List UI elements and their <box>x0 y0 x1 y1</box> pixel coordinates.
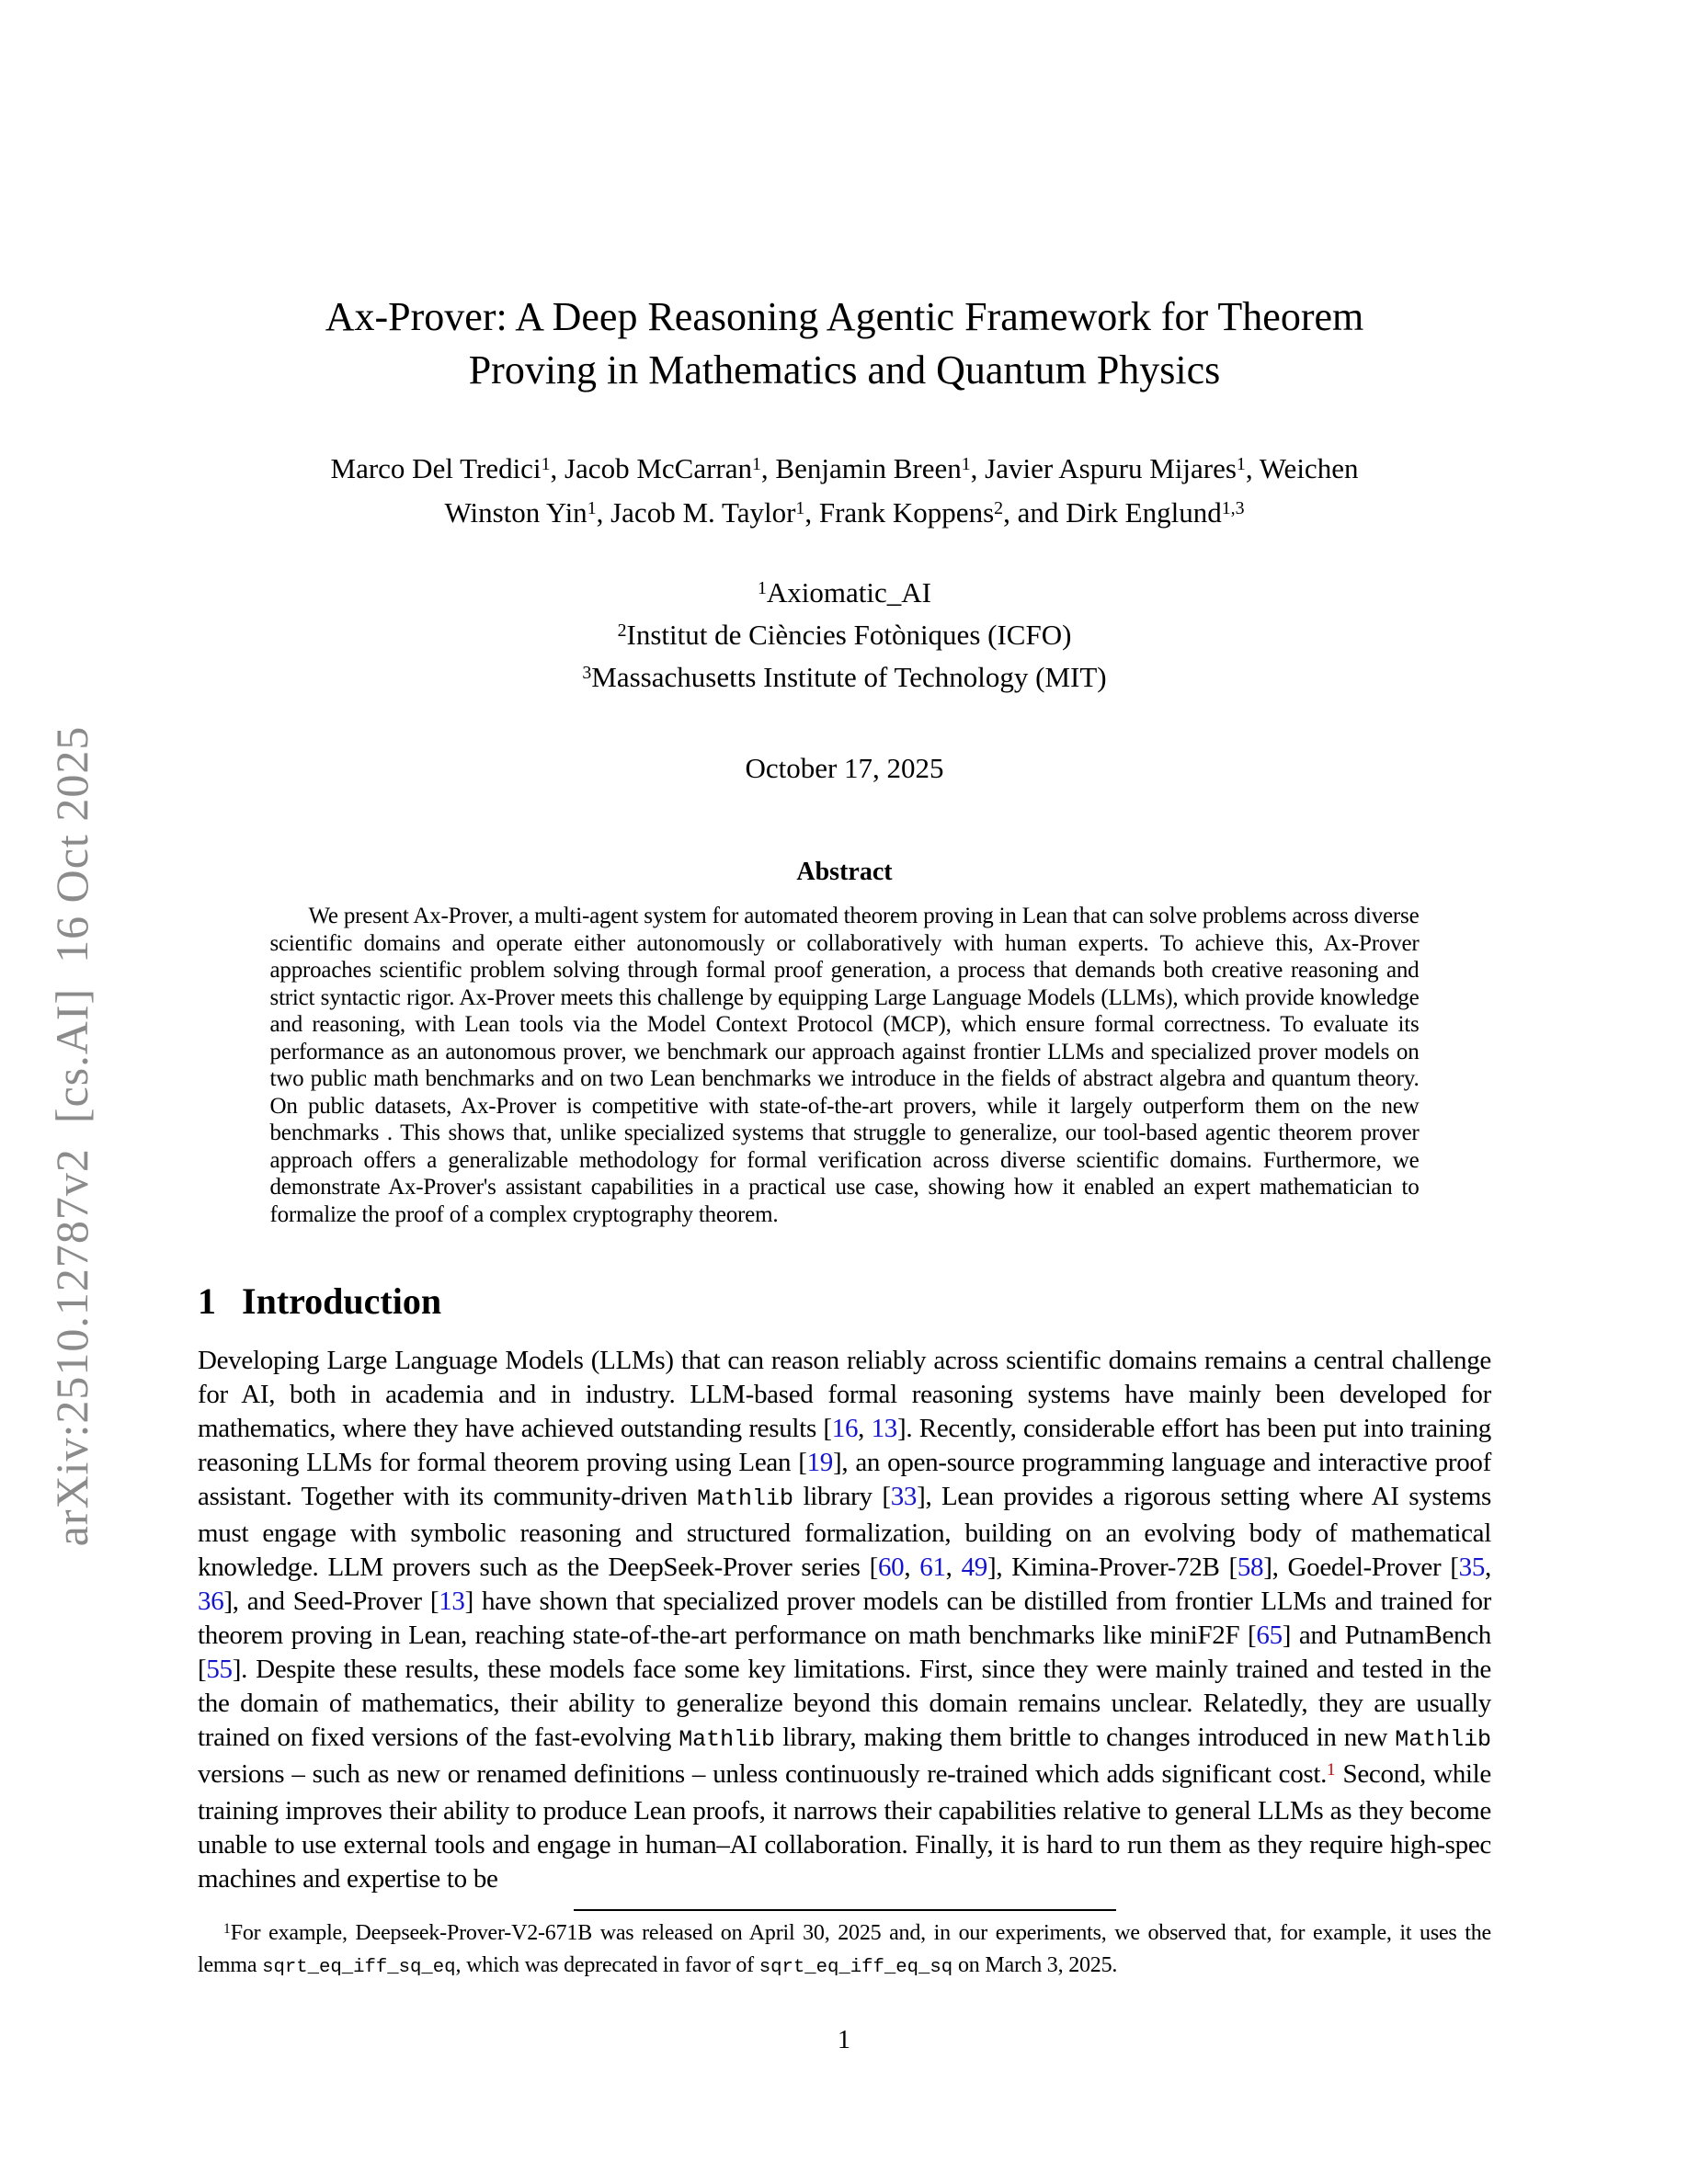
citation-link[interactable]: 35 <box>1458 1553 1486 1582</box>
author-line-1 <box>198 449 1491 493</box>
text-segment: , <box>1485 1553 1491 1582</box>
text-segment: , Benjamin Breen <box>760 452 962 484</box>
text-segment: library [ <box>793 1482 891 1511</box>
citation-link[interactable]: 61 <box>919 1553 946 1582</box>
text-segment: ], and Seed-Prover [ <box>223 1587 439 1616</box>
citation-link[interactable]: 36 <box>198 1587 224 1616</box>
citation-link[interactable]: 33 <box>890 1482 918 1511</box>
text-segment: Winston Yin <box>444 496 587 529</box>
section-title: Introduction <box>242 1280 442 1322</box>
footnote-marker: 1 <box>1327 1759 1336 1780</box>
text-segment: versions – such as new or renamed definitions – unless continuously re-trained which adds significant cost. <box>198 1759 1328 1789</box>
superscript: 2 <box>994 498 1004 519</box>
superscript: 1 <box>751 454 761 475</box>
citation-link[interactable]: 49 <box>961 1553 987 1582</box>
affiliation-icfo <box>198 616 1491 658</box>
text-segment: , Frank Koppens <box>804 496 995 529</box>
text-segment: ], Goedel-Prover [ <box>1263 1553 1459 1582</box>
code-inline: Mathlib <box>679 1727 775 1753</box>
citation-link[interactable]: 19 <box>806 1448 833 1477</box>
text-segment: Marco Del Tredici <box>330 452 542 484</box>
code-inline: Mathlib <box>1395 1727 1492 1753</box>
affiliation-axiomatic-ai <box>198 574 1491 616</box>
text-segment: For example, Deepseek-Prover-V2-671B was released on April 30, 2025 and, in our experiments, we observed that, for example, it uses the lemma <box>198 1921 1491 1977</box>
text-segment: Developing Large Language Models (LLMs) that can reason reliably across scientific domains remains a central challenge for AI, both in academia and in industry. LLM-based formal reasoning systems have mainly been developed for mathematics, where they have achieved outstanding results [ <box>198 1346 1491 1443</box>
text-segment: on March 3, 2025. <box>952 1953 1118 1977</box>
superscript: 1 <box>758 578 767 599</box>
abstract-section <box>270 857 1420 1228</box>
affiliations <box>198 574 1491 700</box>
paper-title <box>198 290 1491 397</box>
text-segment: , and Dirk Englund <box>1003 496 1222 529</box>
citation-link[interactable]: 13 <box>439 1587 465 1616</box>
code-inline: sqrt_eq_iff_eq_sq <box>758 1957 953 1978</box>
text-segment: , Javier Aspuru Mijares <box>970 452 1237 484</box>
text-segment: Second, while training improves their ability to produce Lean proofs, it narrows their capabilities relative to general LLMs as they become unable to use external tools and engage in human–AI collaboration. Finally, it is hard to run them as they require high-spec machines and expertise to be <box>198 1759 1492 1894</box>
footnote-1 <box>198 1918 1491 1983</box>
paper-title-line-1: Ax-Prover: A Deep Reasoning Agentic Framework for Theorem <box>325 294 1364 339</box>
code-inline: Mathlib <box>697 1486 793 1512</box>
text-segment: ], Lean provides a rigorous setting where AI systems must engage with symbolic reasoning and structured formalization, building on an evolving body of mathematical knowledge. LLM provers such as the DeepSeek-Prover series [ <box>198 1482 1491 1582</box>
citation-link[interactable]: 55 <box>206 1655 233 1684</box>
section-number: 1 <box>198 1280 216 1322</box>
text-segment: ] have shown that specialized prover models can be distilled from frontier LLMs and trained for theorem proving in Lean, reaching state-of-the-art performance on math benchmarks like miniF2F [ <box>198 1587 1492 1650</box>
citation-link[interactable]: 60 <box>877 1553 905 1582</box>
superscript: 1 <box>1236 454 1246 475</box>
superscript: 1 <box>541 454 551 475</box>
text-segment: Massachusetts Institute of Technology (MIT) <box>591 661 1107 693</box>
text-segment: , which was deprecated in favor of <box>455 1953 759 1977</box>
text-segment: , Jacob McCarran <box>550 452 752 484</box>
text-segment: library, making them brittle to changes introduced in new <box>774 1723 1396 1752</box>
section-heading-introduction <box>198 1280 1491 1324</box>
text-segment: ]. Recently, considerable effort has been put into training reasoning LLMs for formal theorem proving using Lean [ <box>198 1414 1491 1477</box>
introduction-paragraph <box>198 1344 1491 1896</box>
superscript: 2 <box>617 620 627 642</box>
text-segment: Axiomatic_AI <box>766 576 931 609</box>
paper-date: October 17, 2025 <box>745 752 944 784</box>
citation-link[interactable]: 16 <box>831 1414 859 1443</box>
abstract-text: We present Ax-Prover, a multi-agent system for automated theorem proving in Lean that can solve problems across diverse scientific domains and operate either autonomously or collaboratively with human experts. To achieve this, Ax-Prover approaches scientific problem solving through formal proof generation, a process that demands both creative reasoning and strict syntactic rigor. Ax-Prover meets this challenge by equipping Large Language Models (LLMs), which provide knowledge and reasoning, with Lean tools via the Model Context Protocol (MCP), which ensure formal correctness. To evaluate its performance as an autonomous prover, we benchmark our approach against frontier LLMs and specialized prover models on two public math benchmarks and on two Lean benchmarks we introduce in the fields of abstract algebra and quantum theory. On public datasets, Ax-Prover is competitive with state-of-the-art provers, while it largely outperform them on the new benchmarks . This shows that, unlike specialized systems that struggle to generalize, our tool-based agentic theorem prover approach offers a generalizable methodology for formal verification across diverse scientific domains. Furthermore, we demonstrate Ax-Prover's assistant capabilities in a practical use case, showing how it enabled an expert mathematician to formalize the proof of a complex cryptography theorem. <box>269 904 1420 1227</box>
text-segment: , Jacob M. Taylor <box>596 496 796 529</box>
abstract-heading: Abstract <box>796 858 893 886</box>
affiliation-mit <box>198 658 1491 700</box>
text-segment: , Weichen <box>1245 452 1359 484</box>
superscript: 1 <box>795 498 805 519</box>
arxiv-watermark: arXiv:2510.12787v2 [cs.AI] 16 Oct 2025 <box>46 725 97 1547</box>
citation-link[interactable]: 13 <box>871 1414 897 1443</box>
text-segment: ], an open-source programming language and interactive proof assistant. Together with its community-driven <box>198 1448 1491 1511</box>
text-segment: Institut de Ciències Fotòniques (ICFO) <box>626 619 1072 651</box>
code-inline: sqrt_eq_iff_sq_eq <box>262 1957 456 1978</box>
citation-link[interactable]: 58 <box>1237 1553 1264 1582</box>
superscript: 1 <box>961 454 971 475</box>
text-segment: , <box>945 1553 962 1582</box>
paper-title-line-2: Proving in Mathematics and Quantum Physics <box>468 347 1221 392</box>
citation-link[interactable]: 65 <box>1256 1621 1283 1650</box>
superscript: 1,3 <box>1221 498 1245 519</box>
text-segment: ]. Despite these results, these models face some key limitations. First, since they were mainly trained and tested in the the domain of mathematics, their ability to generalize beyond this domain remains unclear. Relatedly, they are usually trained on fixed versions of the fast-evolving <box>198 1655 1491 1752</box>
author-list <box>198 449 1491 537</box>
footnote-rule <box>574 1909 1116 1911</box>
page-number: 1 <box>838 2026 850 2054</box>
text-segment: , <box>904 1553 920 1582</box>
superscript: 1 <box>223 1921 231 1938</box>
author-line-2 <box>198 493 1491 537</box>
superscript: 3 <box>582 663 592 684</box>
text-segment: ] and PutnamBench [ <box>198 1621 1491 1684</box>
superscript: 1 <box>587 498 597 519</box>
text-segment: , <box>858 1414 872 1443</box>
text-segment: ], Kimina-Prover-72B [ <box>987 1553 1237 1582</box>
